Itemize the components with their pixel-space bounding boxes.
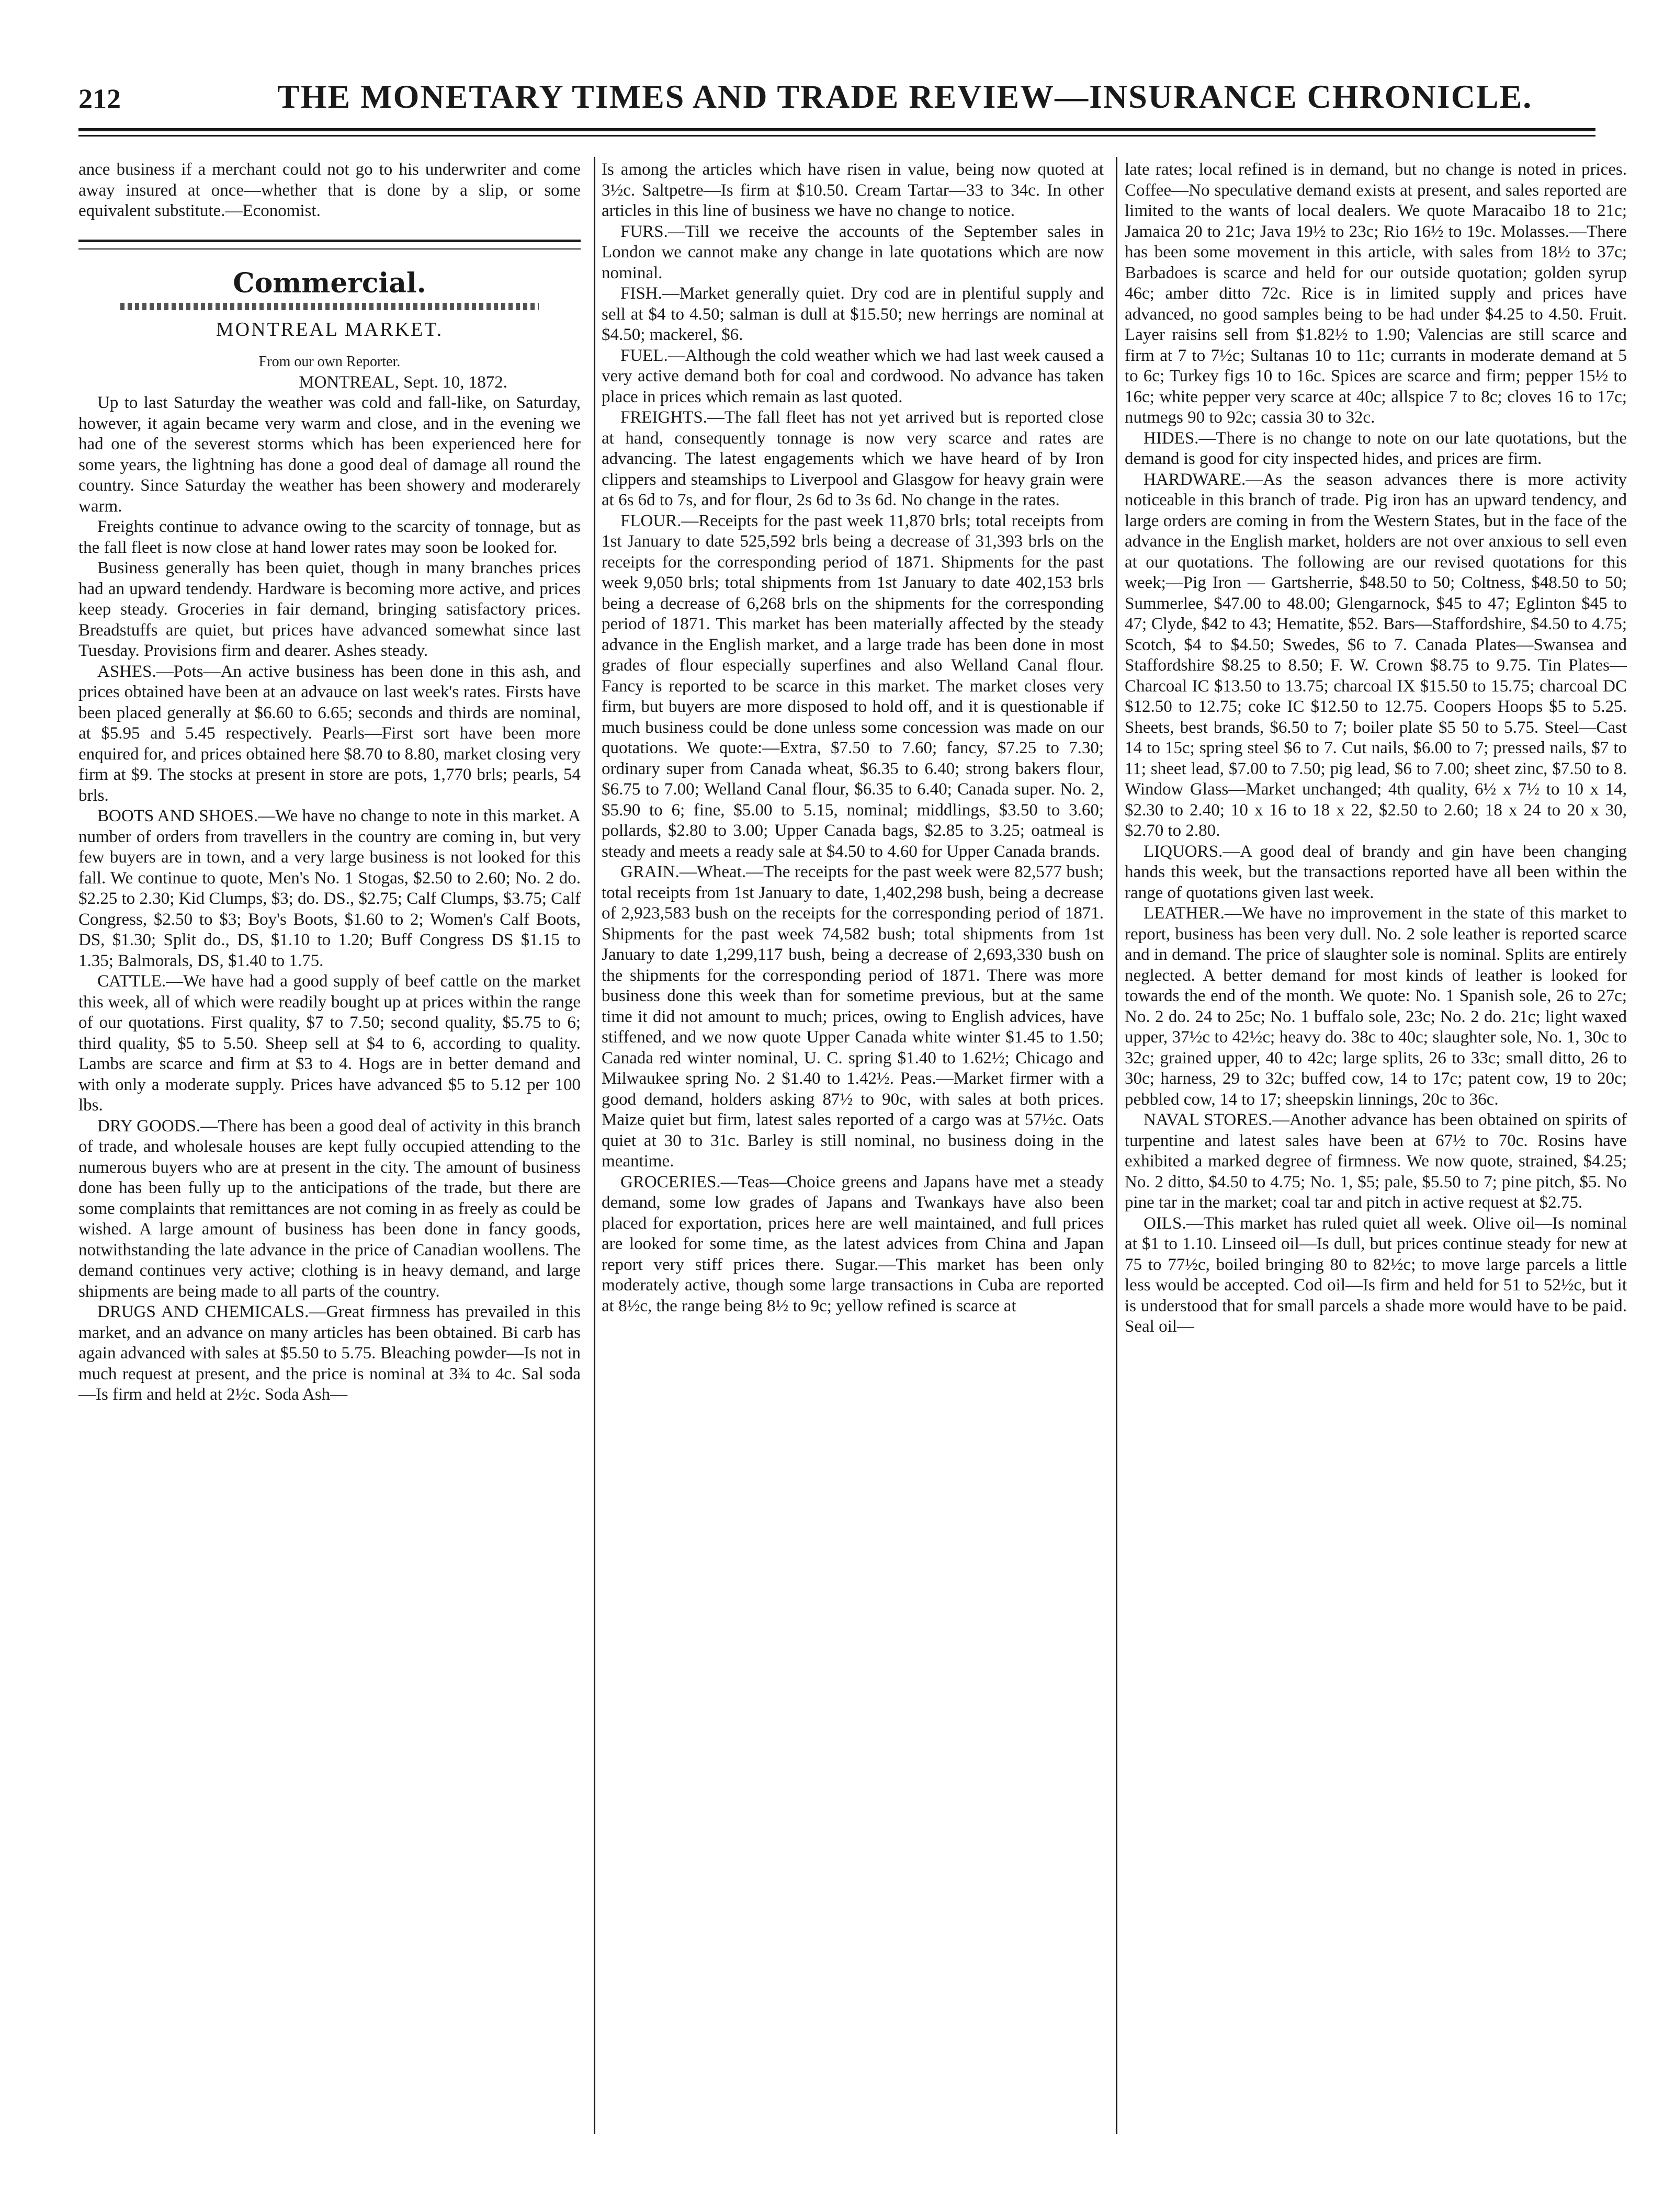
section-heading: Commercial. bbox=[233, 267, 426, 299]
article-paragraph: GROCERIES.—Teas—Choice greens and Japans have met a steady demand, some low grades of Japans and Twankays have also been placed for exportation, prices here are well maintained, and full prices are looked for some time, as the latest advices from China and Japan report very stiff prices there. Sugar.—This market has been only moderately active, though some large transactions in Cuba are reported at 8½c, the range being 8½ to 9c; yellow refined is scarce at bbox=[602, 1172, 1104, 1315]
article-paragraph: NAVAL STORES.—Another advance has been obtained on spirits of turpentine and latest sales have been at 67½ to 70c. Rosins have exhibited a marked degree of firmness. We now quote, strained, $4.25; No. 2 ditto, $4.50 to 4.75; No. 1, $5; pale, $5.50 to 7; pine pitch, $5. No pine tar in the market; coal tar and pitch in active request at $2.75. bbox=[1125, 1110, 1627, 1212]
article-paragraph: FREIGHTS.—The fall fleet has not yet arrived but is reported close at hand, consequently tonnage is now very scarce and rates are advancing. The latest engagements which we have heard of by Iron clippers and steamships to Liverpool and Glasgow for heavy grain were at 6s 6d to 7s, and for flour, 2s 6d to 3s 6d. No change in the rates. bbox=[602, 408, 1104, 509]
article-paragraph: CATTLE.—We have had a good supply of beef cattle on the market this week, all of which were readily bought up at prices within the range of our quotations. First quality, $7 to 7.50; second quality, $5.75 to 6; third quality, $5 to 5.50. Sheep sell at $4 to 6, according to quality. Lambs are scarce and firm at $3 to 4. Hogs are in better demand and with only a moderate supply. Prices have advanced $5 to 5.12 per 100 lbs. bbox=[78, 972, 581, 1115]
article-paragraph: Up to last Saturday the weather was cold and fall-like, on Saturday, however, it again became very warm and close, and in the evening we had one of the severest storms which has been experienced here for some years, the lightning has done a good deal of damage all round the country. Since Saturday the weather has been showery and moderarely warm. bbox=[78, 393, 581, 516]
article-paragraph: LEATHER.—We have no improvement in the state of this market to report, business has been very dull. No. 2 sole leather is reported scarce and in demand. The price of slaughter sole is nominal. Splits are entirely neglected. A better demand for most kinds of leather is looked for towards the end of the month. We quote: No. 1 Spanish sole, 26 to 27c; No. 2 do. 24 to 25c; No. 1 buffalo sole, 23c; No. 2 do. 21c; light waxed upper, 37½c to 42½c; heavy do. 38c to 40c; slaughter sole, No. 1, 30c to 32c; grained upper, 40 to 42c; large splits, 26 to 33c; small ditto, 26 to 30c; harness, 29 to 32c; buffed cow, 14 to 17c; patent cow, 19 to 20c; pebbled cow, 14 to 17; sheepskin linnings, 20c to 36c. bbox=[1125, 904, 1627, 1109]
article-paragraph: ASHES.—Pots—An active business has been done in this ash, and prices obtained have been at an advauce on last week's rates. Firsts have been placed generally at $6.60 to 6.65; seconds and thirds are nominal, at $5.95 and 5.45 respectively. Pearls—First sort have been more enquired for, and prices obtained here $8.70 to 8.80, market closing very firm at $9. The stocks at present in store are pots, 1,770 brls; pearls, 54 brls. bbox=[78, 662, 581, 805]
page-number: 212 bbox=[78, 83, 121, 115]
dateline: MONTREAL, Sept. 10, 1872. bbox=[299, 372, 507, 392]
column-divider bbox=[1116, 157, 1117, 2134]
page-title: THE MONETARY TIMES AND TRADE REVIEW—INSURANCE CHRONICLE. bbox=[277, 78, 1533, 115]
article-paragraph: DRUGS AND CHEMICALS.—Great firmness has prevailed in this market, and an advance on many articles has been obtained. Bi carb has again advanced with sales at $5.50 to 5.75. Bleaching powder—Is not in much request at present, and the price is nominal at 3¾ to 4c. Sal soda—Is firm and held at 2½c. Soda Ash— bbox=[78, 1302, 581, 1404]
article-paragraph: FUEL.—Although the cold weather which we had last week caused a very active demand both for coal and cordwood. No advance has taken place in prices which remain as last quoted. bbox=[602, 346, 1104, 406]
column-divider bbox=[594, 157, 595, 2134]
article-paragraph: Is among the articles which have risen in value, being now quoted at 3½c. Saltpetre—Is firm at $10.50. Cream Tartar—33 to 34c. In other articles in this line of business we have no change to notice. bbox=[602, 160, 1104, 220]
market-heading: MONTREAL MARKET. bbox=[216, 318, 444, 341]
article-paragraph: FLOUR.—Receipts for the past week 11,870 brls; total receipts from 1st January to date 525,592 brls being a decrease of 31,393 brls on the receipts for the corresponding period of 1871. Shipments for the past week 9,050 brls; total shipments from 1st January to date 402,153 brls being a decrease of 6,268 brls on the shipments for the corresponding period of 1871. This market has been materially affected by the steady advance in the English market, and a large trade has been done in most grades of flour especially superfines and also Welland Canal flour. Fancy is reported to be scarce in this market. The market closes very firm, but buyers are more disposed to hold off, and it is questionable if much business could be done unless some concession was made on our quotations. We quote:—Extra, $7.50 to 7.60; fancy, $7.25 to 7.30; ordinary super from Canada wheat, $6.35 to 6.40; strong bakers flour, $6.75 to 7.00; Welland Canal flour, $6.35 to 6.40; Canada super. No. 2, $5.90 to 6; fine, $5.00 to 5.15, nominal; middlings, $3.50 to 3.60; pollards, $2.80 to 3.00; Upper Canada bags, $2.85 to 3.25; oatmeal is steady and meets a ready sale at $4.50 to 4.60 for Upper Canada brands. bbox=[602, 511, 1104, 861]
continuation-paragraph: ance business if a merchant could not go to his underwriter and come away insured at once—whether that is done by a slip, or some equivalent substitute.—Economist. bbox=[78, 160, 581, 220]
article-paragraph: FISH.—Market generally quiet. Dry cod are in plentiful supply and sell at $4 to 4.50; salman is dull at $15.50; new herrings are nominal at $4.50; mackerel, $6. bbox=[602, 284, 1104, 344]
article-paragraph: GRAIN.—Wheat.—The receipts for the past week were 82,577 bush; total receipts from 1st January to date, 1,402,298 bush, being a decrease of 2,923,583 bush on the receipts for the corresponding period of 1871. Shipments for the past week 74,582 bush; total shipments from 1st January to date 1,299,117 bush, being a decrease of 2,693,330 bush on the shipments for the corresponding period of 1871. There was more business done this week than for sometime previous, but at the same time it did not amount to much; prices, owing to English advices, have stiffened, and we now quote Upper Canada white winter $1.45 to 1.50; Canada red winter nominal, U. C. spring $1.40 to 1.62½; Chicago and Milwaukee spring No. 2 $1.40 to 1.42½. Peas.—Market firmer with a good demand, holders asking 87½ to 90c, with sales at both prices. Maize quiet but firm, latest sales reported of a cargo was at 57½c. Oats quiet at 30 to 31c. Barley is still nominal, no business doing in the meantime. bbox=[602, 863, 1104, 1171]
column-3 bbox=[1125, 160, 1627, 1337]
ornamental-rule bbox=[120, 303, 539, 310]
article-paragraph: OILS.—This market has ruled quiet all week. Olive oil—Is nominal at $1 to 1.10. Linseed oil—Is dull, but prices continue steady for new at 75 to 77½c, boiled bringing 80 to 82½c; to move large parcels a little less would be accepted. Cod oil—Is firm and held for 51 to 52½c, but it is understood that for small parcels a shade more would have to be paid. Seal oil— bbox=[1125, 1213, 1627, 1336]
article-paragraph: BOOTS AND SHOES.—We have no change to note in this market. A number of orders from travellers in the country are coming in, but very few buyers are in town, and a very large business is not looked for this fall. We continue to quote, Men's No. 1 Stogas, $2.50 to 2.60; No. 2 do. $2.25 to 2.30; Kid Clumps, $3; do. DS., $2.75; Calf Clumps, $3.75; Calf Congress, $2.50 to $3; Boy's Boots, $1.60 to 2; Women's Calf Boots, DS, $1.30; Split do., DS, $1.10 to 1.20; Buff Congress DS $1.15 to 1.35; Balmorals, DS, $1.40 to 1.75. bbox=[78, 807, 581, 970]
article-paragraph: LIQUORS.—A good deal of brandy and gin have been changing hands this week, but the transactions reported have all been within the range of quotations given last week. bbox=[1125, 842, 1627, 902]
article-paragraph: late rates; local refined is in demand, but no change is noted in prices. Coffee—No speculative demand exists at present, and sales reported are limited to the wants of local dealers. We quote Maracaibo 18 to 21c; Jamaica 20 to 21c; Java 19½ to 23c; Rio 16½ to 19c. Molasses.—There has been some movement in this article, with sales from 18½ to 37c; Barbadoes is scarce and held for our outside quotation; golden syrup 46c; amber ditto 72c. Rice is in limited supply and prices have advanced, no good samples being to be had under $4.25 to 4.50. Fruit. Layer raisins sell from $1.82½ to 1.90; Valencias are still scarce and firm at 7 to 7½c; Sultanas 10 to 11c; currants in moderate demand at 5 to 6c; Turkey figs 10 to 16c. Spices are scarce and firm; pepper 15½ to 16c; white pepper very scarce at 40c; allspice 7 to 8c; cloves 16 to 17c; nutmegs 90 to 92c; cassia 30 to 32c. bbox=[1125, 160, 1627, 427]
article-paragraph: FURS.—Till we receive the accounts of the September sales in London we cannot make any change in late quotations which are now nominal. bbox=[602, 222, 1104, 282]
byline: From our own Reporter. bbox=[258, 354, 401, 370]
page-header bbox=[78, 77, 1595, 130]
section-rule bbox=[78, 240, 581, 249]
article-paragraph: HARDWARE.—As the season advances there is more activity noticeable in this branch of trade. Pig iron has an upward tendency, and large orders are coming in from the Western States, but in the face of the advance in the English market, holders are not over anxious to sell even at our quotations. The following are our revised quotations for this week;—Pig Iron — Gartsherrie, $48.50 to 50; Coltness, $48.50 to 50; Summerlee, $47.00 to 48.00; Glengarnock, $45 to 47; Eglinton $45 to 47; Clyde, $42 to 43; Hematite, $52. Bars—Staffordshire, $4.50 to 4.75; Scotch, $4 to $4.50; Swedes, $6 to 7. Canada Plates—Swansea and Staffordshire $8.25 to 8.50; F. W. Crown $8.75 to 9.75. Tin Plates—Charcoal IC $13.50 to 13.75; charcoal IX $15.50 to 15.75; charcoal DC $12.50 to 12.75; coke IC $12.50 to 12.75. Coopers Hoops $5 to 5.25. Sheets, best brands, $6.50 to 7; boiler plate $5 50 to 5.75. Steel—Cast 14 to 15c; spring steel $6 to 7. Cut nails, $6.00 to 7; pressed nails, $7 to 11; sheet lead, $7.00 to 7.50; pig lead, $6 to 7.00; sheet zinc, $7.50 to 8. Window Glass—Market unchanged; 4th quality, 6½ x 7½ to 10 x 14, $2.30 to 2.40; 10 x 16 to 18 x 22, $2.50 to 2.60; 18 x 24 to 20 x 30, $2.70 to 2.80. bbox=[1125, 470, 1627, 840]
header-rule-thick bbox=[78, 128, 1595, 131]
article-paragraph: Freights continue to advance owing to the scarcity of tonnage, but as the fall fleet is now close at hand lower rates may soon be looked for. bbox=[78, 517, 581, 557]
article-paragraph: HIDES.—There is no change to note on our late quotations, but the demand is good for city inspected hides, and prices are firm. bbox=[1125, 428, 1627, 468]
header-rule-thin bbox=[78, 135, 1595, 137]
column-1 bbox=[78, 160, 581, 1405]
article-paragraph: Business generally has been quiet, though in many branches prices had an upward tendendy. Hardware is becoming more active, and prices keep steady. Groceries in fair demand, bringing satisfactory prices. Breadstuffs are quiet, but prices have advanced somewhat since last Tuesday. Provisions firm and dearer. Ashes steady. bbox=[78, 559, 581, 660]
article-paragraph: DRY GOODS.—There has been a good deal of activity in this branch of trade, and wholesale houses are kept fully occupied attending to the numerous buyers who are at present in the city. The amount of business done has been fully up to the anticipations of the trade, but there are some complaints that remittances are not coming in as freely as could be wished. A large amount of business has been done in fancy goods, notwithstanding the late advance in the price of Canadian woollens. The demand continues very active; clothing is in heavy demand, and large shipments are being made to all parts of the country. bbox=[78, 1116, 581, 1301]
column-2 bbox=[602, 160, 1104, 1317]
